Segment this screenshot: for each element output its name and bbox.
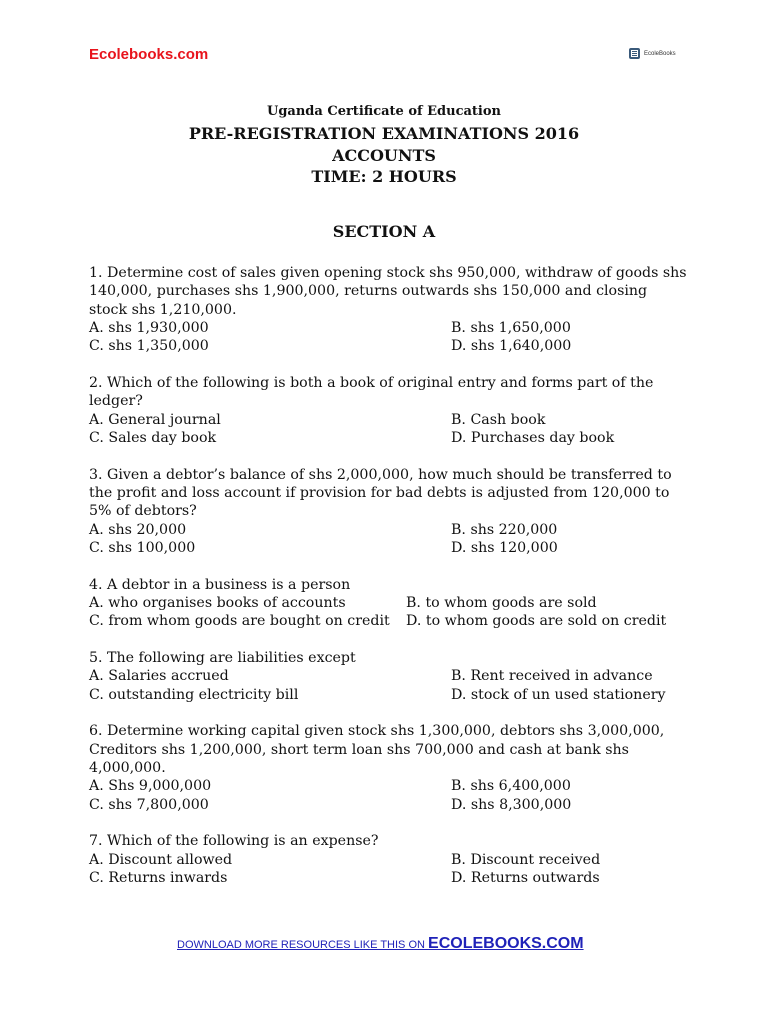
option-c: C. outstanding electricity bill <box>89 686 299 703</box>
option-a: A. Shs 9,000,000 <box>89 778 212 795</box>
exam-board: Uganda Certificate of Education <box>267 104 501 119</box>
option-d: D. to whom goods are sold on credit <box>406 613 667 630</box>
option-d: D. shs 120,000 <box>451 539 558 556</box>
question-3 <box>89 466 689 557</box>
question-1 <box>89 264 689 355</box>
question-text: 4. A debtor in a business is a person <box>89 576 351 593</box>
option-a: A. General journal <box>89 411 221 428</box>
subject-title: ACCOUNTS <box>332 145 436 165</box>
option-d: D. Returns outwards <box>451 870 600 887</box>
question-text: 5. The following are liabilities except <box>89 650 356 667</box>
section-heading: SECTION A <box>332 222 436 241</box>
exam-time: TIME: 2 HOURS <box>311 167 457 186</box>
ecolebooks-logo <box>628 46 676 61</box>
option-c: C. shs 100,000 <box>89 539 196 556</box>
option-a: A. Salaries accrued <box>89 668 229 685</box>
option-b: B. Discount received <box>451 851 601 868</box>
question-text: 3. Given a debtor’s balance of shs 2,000,000, how much should be transferred to the profit and loss account if provision for bad debts is adjusted from 120,000 to 5% of debtors? <box>89 466 672 520</box>
question-text: 2. Which of the following is both a book of original entry and forms part of the ledger? <box>89 374 654 410</box>
question-2 <box>89 374 689 447</box>
download-link[interactable] <box>177 935 584 953</box>
download-link-prefix: DOWNLOAD MORE RESOURCES LIKE THIS ON <box>177 939 429 951</box>
question-text: 1. Determine cost of sales given opening stock shs 950,000, withdraw of goods shs 140,000, purchases shs 1,900,000, returns outwards shs 150,000 and closing stock shs 1,210,000. <box>89 265 687 318</box>
question-text: 7. Which of the following is an expense? <box>89 833 379 850</box>
option-c: C. shs 7,800,000 <box>89 796 209 813</box>
question-5 <box>89 649 689 704</box>
question-6 <box>89 722 689 813</box>
option-a: A. shs 20,000 <box>89 521 187 538</box>
question-text: 6. Determine working capital given stock shs 1,300,000, debtors shs 3,000,000, Creditors shs 1,200,000, short term loan shs 700,000 and cash at bank shs 4,000,000. <box>89 723 665 777</box>
site-link[interactable]: Ecolebooks.com <box>89 46 209 63</box>
option-d: D. shs 1,640,000 <box>451 338 572 355</box>
download-link-site: ECOLEBOOKS.COM <box>428 935 584 952</box>
option-a: A. who organises books of accounts <box>89 594 346 611</box>
logo-text: EcoleBooks <box>644 50 676 57</box>
option-a: A. shs 1,930,000 <box>89 319 209 336</box>
question-list <box>89 264 689 906</box>
option-c: C. Returns inwards <box>89 870 228 887</box>
option-b: B. Rent received in advance <box>451 668 653 685</box>
option-d: D. Purchases day book <box>451 429 615 446</box>
option-c: C. from whom goods are bought on credit <box>89 613 390 630</box>
exam-title: PRE-REGISTRATION EXAMINATIONS 2016 <box>188 124 580 143</box>
option-b: B. shs 1,650,000 <box>451 319 571 336</box>
option-d: D. shs 8,300,000 <box>451 796 572 813</box>
option-c: C. shs 1,350,000 <box>89 338 209 355</box>
option-b: B. Cash book <box>451 411 546 428</box>
option-b: B. shs 220,000 <box>451 521 558 538</box>
option-c: C. Sales day book <box>89 429 217 446</box>
option-b: B. to whom goods are sold <box>406 594 597 611</box>
option-d: D. stock of un used stationery <box>451 686 666 703</box>
question-7 <box>89 832 689 887</box>
option-a: A. Discount allowed <box>89 851 233 868</box>
question-4 <box>89 576 689 631</box>
book-stack-icon <box>628 46 642 61</box>
option-b: B. shs 6,400,000 <box>451 778 571 795</box>
